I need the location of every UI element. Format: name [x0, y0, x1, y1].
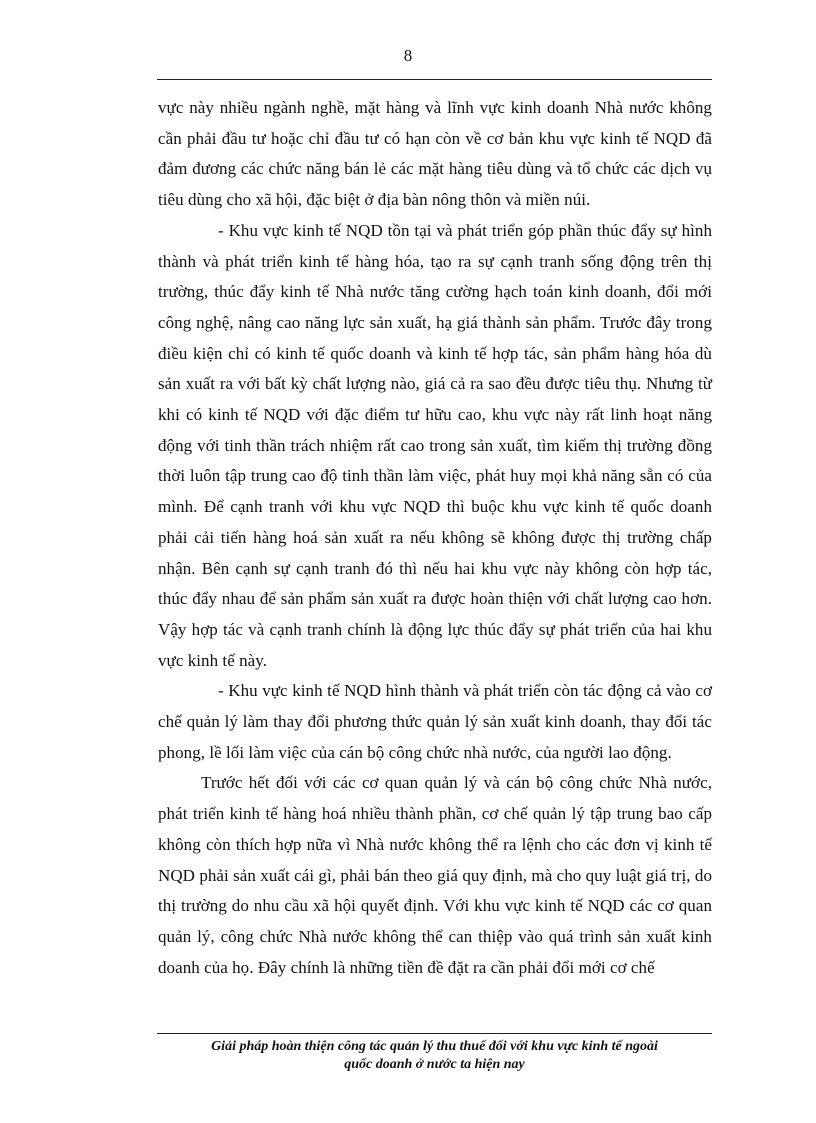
footer-line-2: quốc doanh ở nước ta hiện nay	[344, 1057, 525, 1072]
running-footer	[157, 1038, 712, 1074]
header-divider	[157, 79, 712, 80]
document-body	[158, 93, 712, 983]
paragraph-1: vực này nhiều ngành nghề, mặt hàng và lĩnh vực kinh doanh Nhà nước không cần phải đầu tư hoặc chỉ đầu tư có hạn còn về cơ bản khu vực kinh tế NQD đã đảm đương các chức năng bán lẻ các mặt hàng tiêu dùng và tổ chức các dịch vụ tiêu dùng cho xã hội, đặc biệt ở địa bàn nông thôn và miền núi.	[158, 98, 712, 210]
paragraph-3: - Khu vực kinh tế NQD hình thành và phát triển còn tác động cả vào cơ chế quản lý làm thay đổi phương thức quản lý sản xuất kinh doanh, thay đổi tác phong, lề lối làm việc của cán bộ công chức nhà nước, của người lao động.	[158, 681, 712, 762]
paragraph-2: - Khu vực kinh tế NQD tồn tại và phát triển góp phần thúc đẩy sự hình thành và phát triển kinh tế hàng hóa, tạo ra sự cạnh tranh sống động trên thị trường, thúc đẩy kinh tế Nhà nước tăng cường hạch toán kinh doanh, đổi mới công nghệ, nâng cao năng lực sản xuất, hạ giá thành sản phẩm. Trước đây trong điều kiện chỉ có kinh tế quốc doanh và kinh tế hợp tác, sản phẩm hàng hóa dù sản xuất ra với bất kỳ chất lượng nào, giá cả ra sao đều được tiêu thụ. Nhưng từ khi có kinh tế NQD với đặc điểm tư hữu cao, khu vực này rất linh hoạt năng động với tinh thần trách nhiệm rất cao trong sản xuất, tìm kiếm thị trường đồng thời luôn tập trung cao độ tinh thần làm việc, phát huy mọi khả năng sẵn có của mình. Để cạnh tranh với khu vực NQD thì buộc khu vực kinh tế quốc doanh phải cải tiến hàng hoá sản xuất ra nếu không sẽ không được thị trường chấp nhận. Bên cạnh sự cạnh tranh đó thì nếu hai khu vực này không còn hợp tác, thúc đẩy nhau để sản phẩm sản xuất ra được hoàn thiện với chất lượng cao hơn. Vậy hợp tác và cạnh tranh chính là động lực thúc đẩy sự phát triển của hai khu vực kinh tế này.	[158, 220, 712, 670]
paragraph-4: Trước hết đối với các cơ quan quản lý và cán bộ công chức Nhà nước, phát triển kinh tế hàng hoá nhiều thành phần, cơ chế quản lý tập trung bao cấp không còn thích hợp nữa vì Nhà nước không thể ra lệnh cho các đơn vị kinh tế NQD phải sản xuất cái gì, phải bán theo giá quy định, mà cho quy luật giá trị, do thị trường do nhu cầu xã hội quyết định. Với khu vực kinh tế NQD các cơ quan quản lý, công chức Nhà nước không thể can thiệp vào quá trình sản xuất kinh doanh của họ. Đây chính là những tiền đề đặt ra cần phải đổi mới cơ chế	[158, 773, 712, 977]
footer-line-1: Giải pháp hoàn thiện công tác quản lý thu thuế đối với khu vực kinh tế ngoài	[211, 1039, 658, 1054]
page-number: 8	[403, 46, 413, 65]
footer-divider	[157, 1033, 712, 1034]
